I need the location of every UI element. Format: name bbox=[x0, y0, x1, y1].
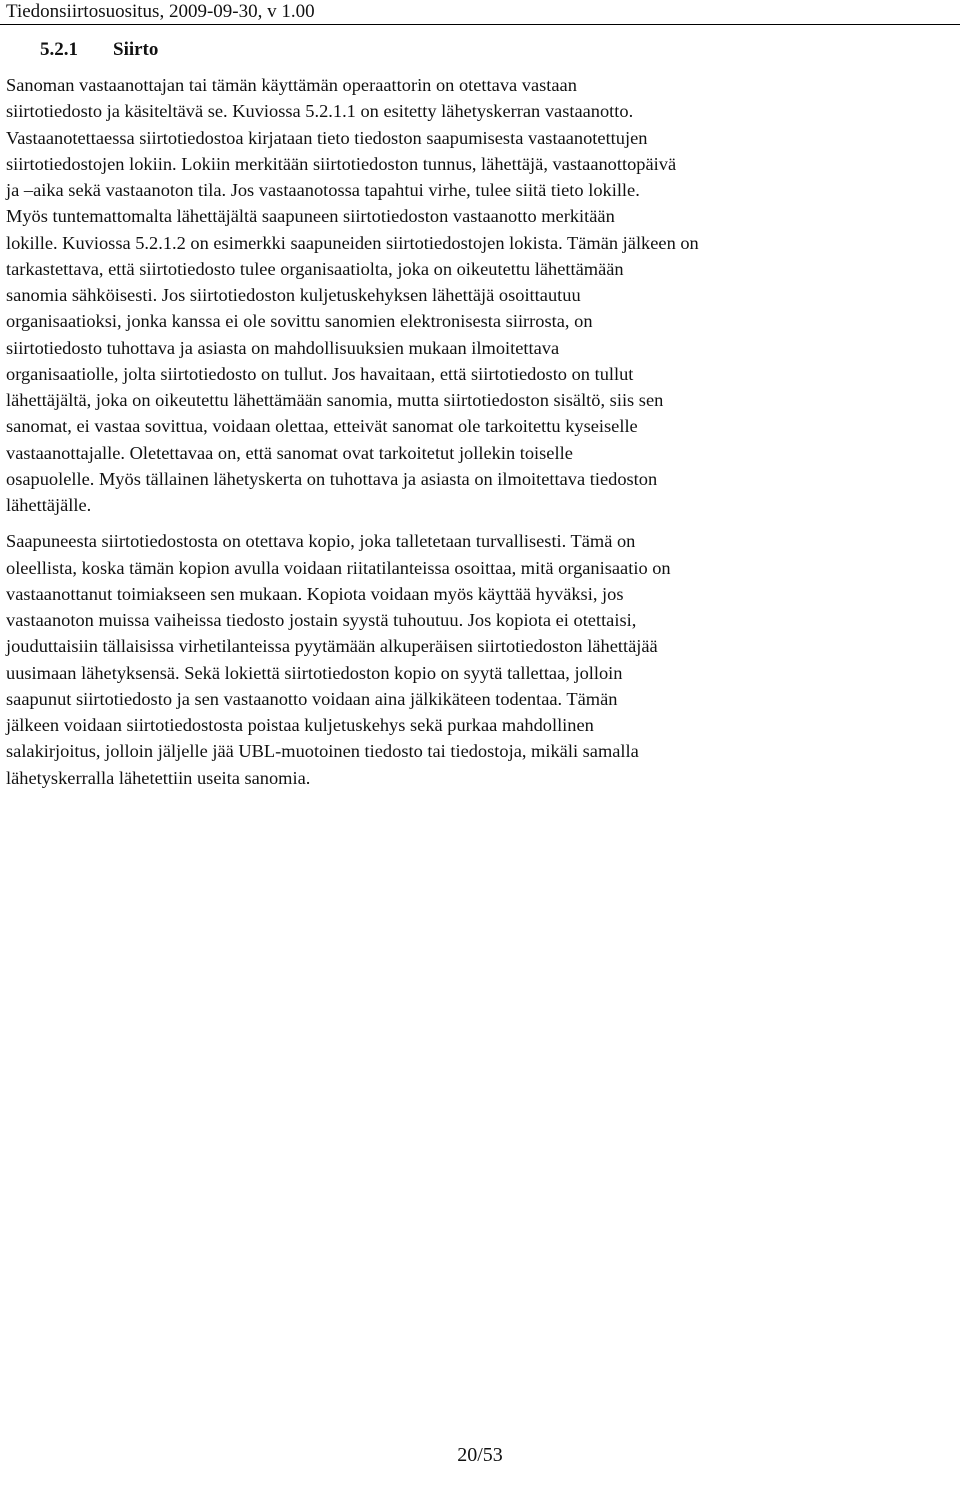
body-text bbox=[6, 72, 952, 791]
paragraph-copy-storage: Saapuneesta siirtotiedostosta on otettava kopio, joka talletetaan turvallisesti. Tämä on oleellista, koska tämän kopion avulla voidaan riitatilanteissa osoittaa, mitä organisaatio on vastaanottanut toimiakseen sen mukaan. Kopiota voidaan myös käyttää hyväksi, jos vastaanoton muissa vaiheissa tiedosto jostain syystä tuhoutuu. Jos kopiota ei otettaisi, jouduttaisiin tällaisissa virhetilanteissa pyytämään alkuperäisen siirtotiedoston lähettäjää uusimaan lähetyksensä. Sekä lokiettä siirtotiedoston kopio on syytä tallettaa, jolloin saapunut siirtotiedosto ja sen vastaanotto voidaan aina jälkikäteen todentaa. Tämän jälkeen voidaan siirtotiedostosta poistaa kuljetuskehys sekä purkaa mahdollinen salakirjoitus, jolloin jäljelle jää UBL-muotoinen tiedosto tai tiedostoja, mikäli samalla lähetyskerralla lähetettiin useita sanomia. bbox=[6, 531, 671, 788]
page-header bbox=[0, 0, 960, 25]
section-heading bbox=[40, 38, 158, 62]
document-title: Tiedonsiirtosuositus, 2009-09-30, v 1.00 bbox=[6, 1, 315, 22]
page-number: 20/53 bbox=[457, 1444, 503, 1466]
section-title: Siirto bbox=[113, 39, 159, 60]
paragraph-transfer-reception: Sanoman vastaanottajan tai tämän käyttämän operaattorin on otettava vastaan siirtotiedosto ja käsiteltävä se. Kuviossa 5.2.1.1 on esitetty lähetyskerran vastaanotto. Vastaanotettaessa siirtotiedostoa kirjataan tieto tiedoston saapumisesta vastaanotettujen siirtotiedostojen lokiin. Lokiin merkitään siirtotiedoston tunnus, lähettäjä, vastaanottopäivä ja –aika sekä vastaanoton tila. Jos vastaanotossa tapahtui virhe, tulee siitä tieto lokille. Myös tuntemattomalta lähettäjältä saapuneen siirtotiedoston vastaanotto merkitään lokille. Kuviossa 5.2.1.2 on esimerkki saapuneiden siirtotiedostojen lokista. Tämän jälkeen on tarkastettava, että siirtotiedosto tulee organisaatiolta, joka on oikeutettu lähettämään sanomia sähköisesti. Jos siirtotiedoston kuljetuskehyksen lähettäjä osoittautuu organisaatioksi, jonka kanssa ei ole sovittu sanomien elektronisesta siirrosta, on siirtotiedosto tuhottava ja asiasta on mahdollisuuksien mukaan ilmoitettava organisaatiolle, jolta siirtotiedosto on tullut. Jos havaitaan, että siirtotiedosto on tullut lähettäjältä, joka on oikeutettu lähettämään sanomia, mutta siirtotiedoston sisältö, siis sen sanomat, ei vastaa sovittua, voidaan olettaa, etteivät sanomat ole tarkoitettu kyseiselle vastaanottajalle. Oletettavaa on, että sanomat ovat tarkoitetut jollekin toiselle osapuolelle. Myös tällainen lähetyskerta on tuhottava ja asiasta on ilmoitettava tiedoston lähettäjälle. bbox=[6, 75, 699, 515]
section-number: 5.2.1 bbox=[40, 39, 78, 60]
